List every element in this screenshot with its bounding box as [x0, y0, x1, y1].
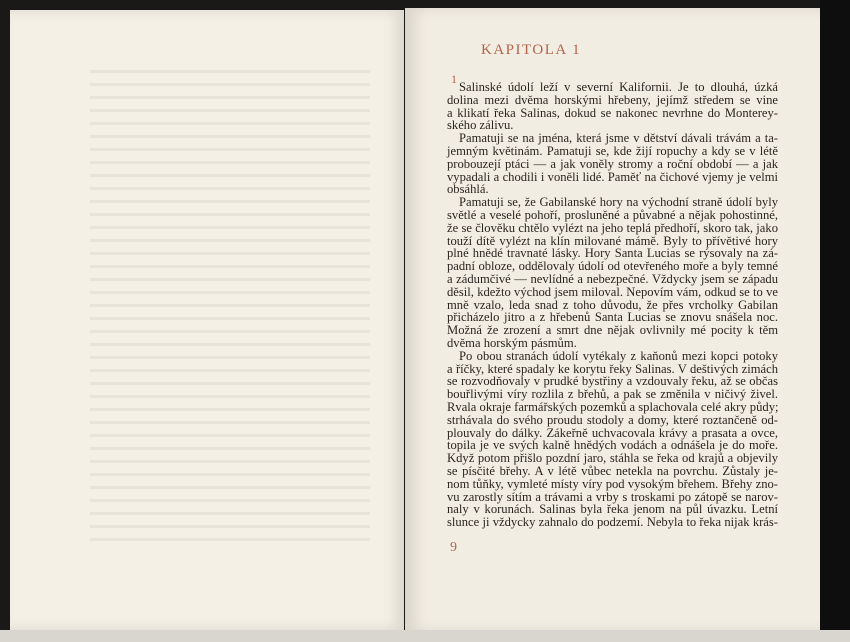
text-line: Pamatuji se na jména, která jsme v dětství dávali trávám a ta- — [459, 131, 778, 146]
text-line: děsil, kdežto východ jsem miloval. Nepovím vám, odkud se to ve — [447, 284, 778, 299]
text-line: Pamatuji se, že Gabilanské hory na východní straně údolí byly — [459, 195, 778, 210]
body-text — [447, 81, 778, 529]
text-line: světlé a veselé pohoří, prosluněné a půvabné a nějak pohostinné, — [447, 207, 778, 222]
scan-edge — [820, 0, 850, 642]
text-line: bouřlivými víry rozlila z břehů, a pak se změnila v ničivý živel. — [447, 387, 778, 402]
text-line: naly v korunách. Salinas byla řeka jenom na půl úvazku. Letní — [447, 502, 778, 517]
text-line: Když potom přišlo pozdní jaro, stáhla se řeka od krajů a objevily — [447, 451, 778, 466]
text-line: Rvala okraje farmářských pozemků a splachovala celé akry půdy; — [447, 399, 779, 414]
show-through-text — [90, 70, 370, 550]
text-line: vypadali a chodili i voněli lidé. Paměť na čichové vjemy je velmi — [447, 169, 778, 184]
text-line: padní obloze, oddělovaly údolí od otevřeného moře a byly temné — [447, 259, 778, 274]
text-line: ského zálivu. — [447, 118, 514, 133]
text-line: mně vzalo, leda snad z toho důvodu, že přes vrcholky Gabilan — [447, 297, 778, 312]
text-line: se rozvodňovaly v prudké bystřiny a vzdouvaly řeku, až se občas — [447, 374, 778, 389]
text-line: dolina mezi dvěma horskými hřebeny, jejímž středem se vine — [447, 92, 778, 107]
scan-bottom-edge — [0, 630, 850, 642]
text-line: Salinské údolí leží v severní Kalifornii. Je to dlouhá, úzká — [459, 80, 778, 94]
text-line: a říčky, které spadaly ke korytu řeky Salinas. V deštivých zimách — [447, 361, 778, 376]
text-line: dvěma horským pásmům. — [447, 335, 577, 350]
text-line: vu zarostly sítím a trávami a vrby s troskami po zátopě se narov- — [447, 489, 778, 504]
text-line: a zádumčivé — nevlídné a nebezpečné. Vždycky jsem se západu — [447, 271, 778, 286]
text-line: topila je ve svých kalně hnědých vodách a odnášela je do moře. — [447, 438, 778, 453]
text-line: přicházelo jitro a z hřebenů Santa Lucias se znovu snášela noc. — [447, 310, 778, 325]
text-line: nom tůňky, vymleté místy víry pod vysokým břehem. Břehy zno- — [447, 476, 778, 491]
text-line: touží dítě vylézt na klín milované mámě. Byly to přívětivé hory — [447, 233, 778, 248]
text-line: probouzejí ptáci — a jak voněly stromy a roční období — a jak — [447, 156, 778, 171]
text-line: a klikatí řeka Salinas, dokud se nakonec nevrhne do Monterey- — [447, 105, 778, 120]
left-page-blank — [10, 10, 404, 630]
text-line: strhávala do svého proudu stodoly a domy, které roztančeně od- — [447, 412, 778, 427]
text-line: slunce ji vždycky zahnalo do podzemí. Nebyla to řeka nijak krás- — [447, 515, 778, 530]
text-line: že se člověku chtělo vylézt na jeho teplá předhoří, skoro tak, jako — [447, 220, 778, 235]
text-line: jemným květinám. Pamatuji se, kde žijí ropuchy a kdy se v létě — [447, 143, 778, 158]
text-line: Po obou stranách údolí vytékaly z kaňonů mezi kopci potoky — [459, 348, 778, 363]
text-line: se písčité břehy. A v létě vůbec netekla na povrchu. Zůstaly je- — [447, 463, 778, 478]
text-line: Možná že zrození a smrt dne nějak ovlivnily mé pocity k těm — [447, 323, 778, 338]
text-line: obsáhlá. — [447, 182, 489, 197]
page-number: 9 — [450, 540, 457, 555]
text-line: plné hnědé travnaté lásky. Hory Santa Lucias se rýsovaly na zá- — [447, 246, 778, 261]
section-number: 1 — [451, 72, 457, 86]
right-page — [405, 8, 820, 632]
chapter-title: KAPITOLA 1 — [481, 42, 582, 58]
text-line: plouvaly do dálky. Zákeřně uchvacovala krávy a prasata a ovce, — [447, 425, 778, 440]
